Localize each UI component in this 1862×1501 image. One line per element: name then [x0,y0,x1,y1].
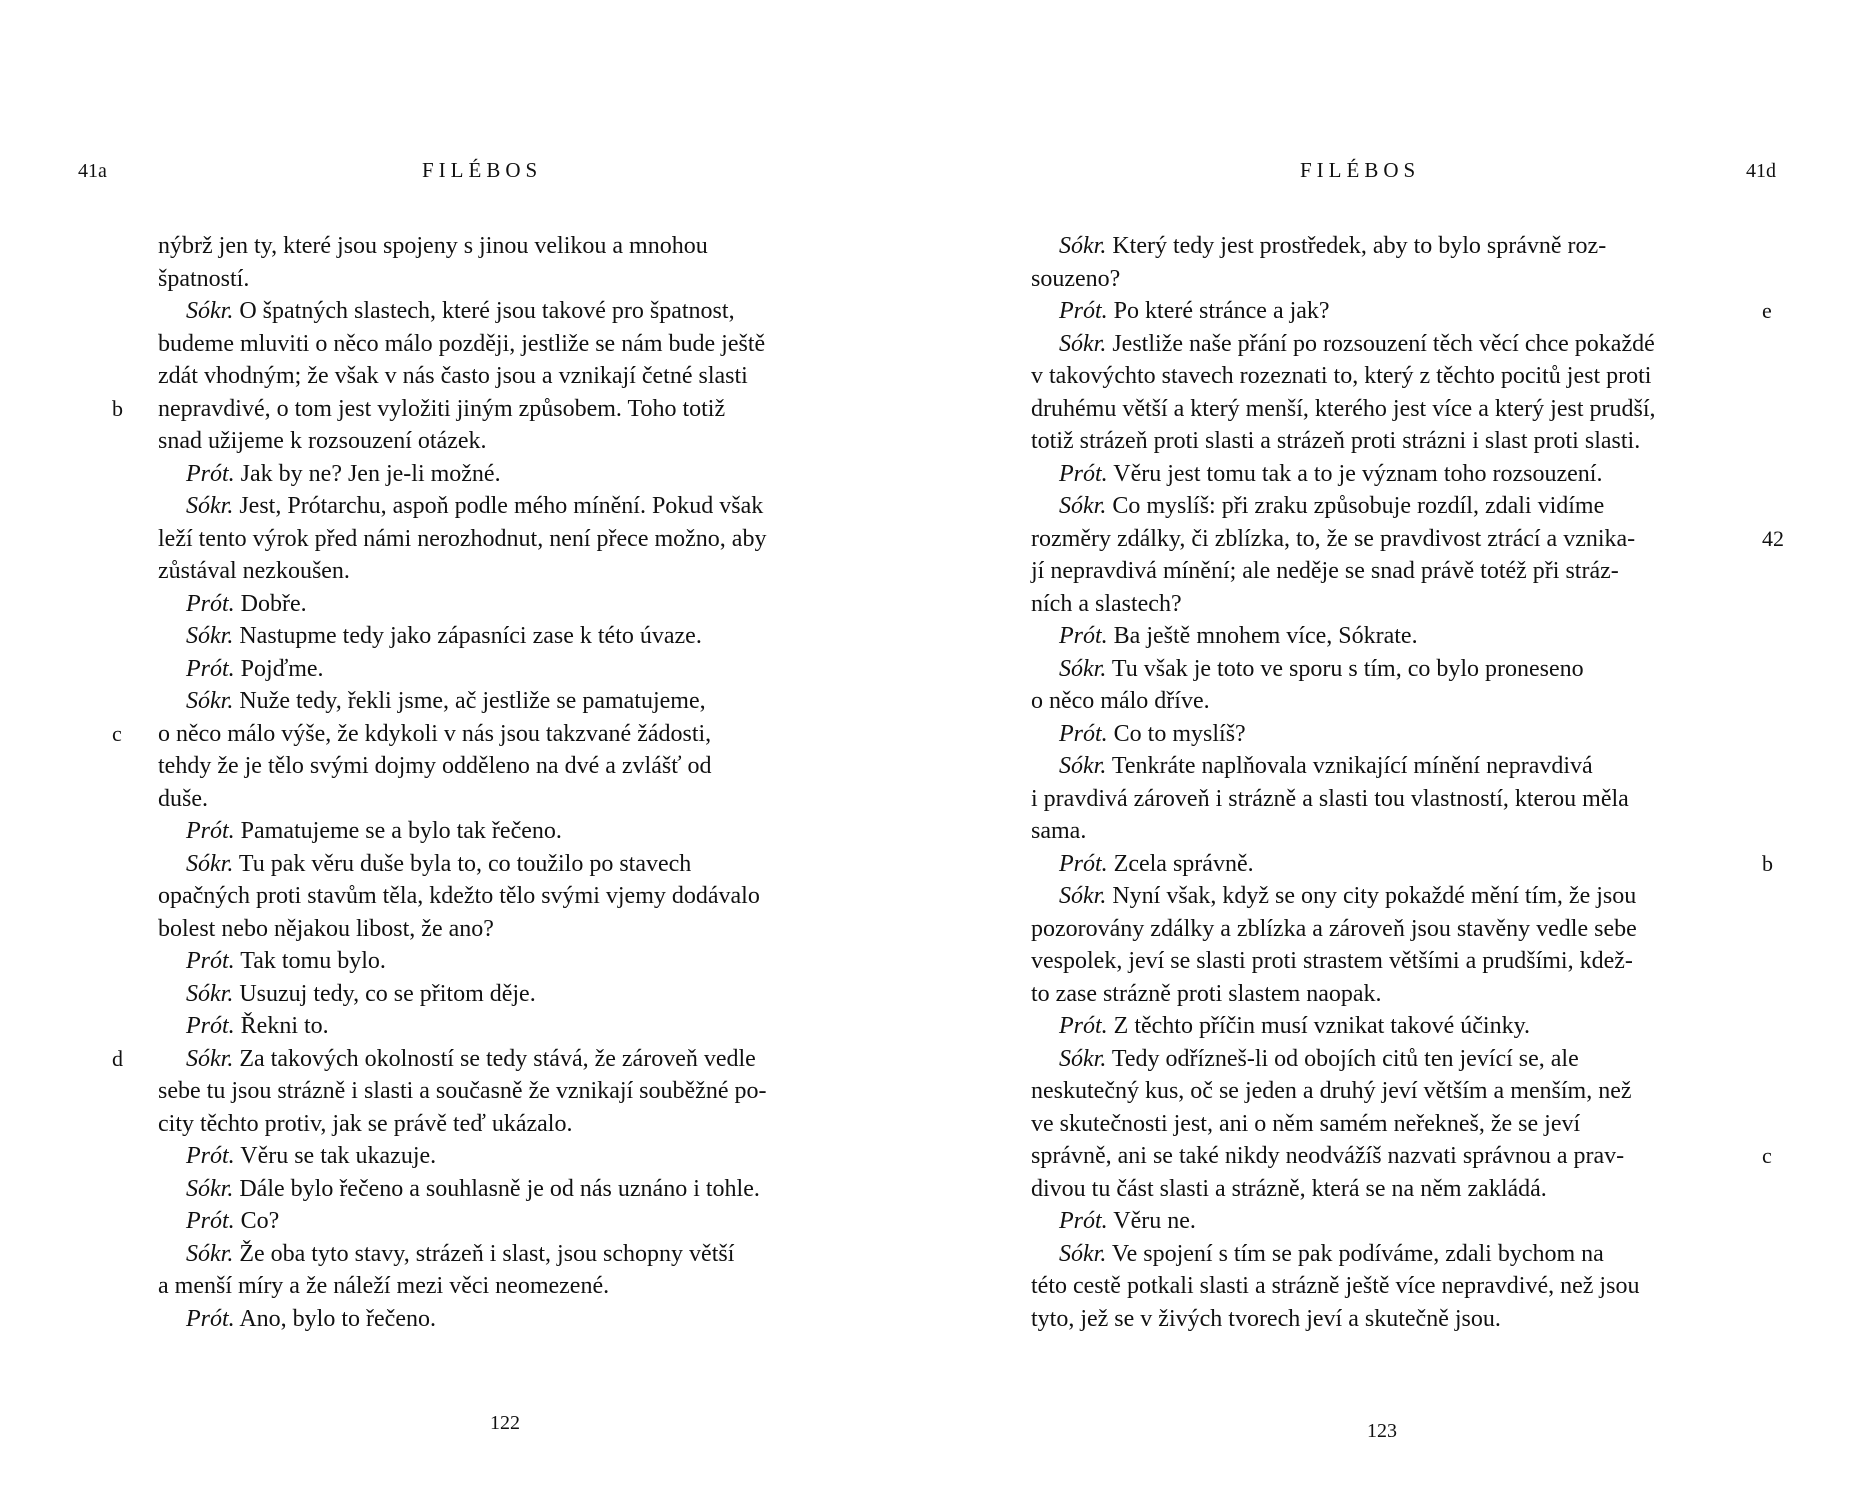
text-line [158,945,848,978]
text-line [1031,1238,1731,1271]
line-text: Tedy odřízneš-li od obojích citů ten jevící se, ale [1106,1045,1579,1072]
line-text: jí nepravdivá mínění; ale neděje se snad právě totéž při stráz- [1031,558,1619,584]
speaker-label: Sókr. [186,493,234,519]
text-line [1031,523,1731,556]
speaker-label: Prót. [186,818,235,844]
text-line [1031,653,1731,686]
text-line [158,750,848,783]
text-line [1031,295,1731,328]
line-text: city těchto protiv, jak se právě teď ukázalo. [158,1110,573,1137]
text-line [1031,1303,1731,1336]
line-text: vespolek, jeví se slasti proti strastem většími a prudšími, kdež- [1031,948,1633,974]
speaker-label: Sókr. [1059,883,1107,909]
speaker-label: Prót. [186,655,235,682]
line-text: o něco málo dříve. [1031,688,1210,714]
text-line [1031,425,1731,458]
text-line [1031,393,1731,426]
text-line [158,328,848,361]
line-text: totiž strázeň proti slasti a strázeň proti strázni i slast proti slasti. [1031,428,1641,454]
text-line [1031,458,1731,491]
line-text: Za takových okolností se tedy stává, že zároveň vedle [233,1045,756,1072]
line-text: i pravdivá zároveň i strázně a slasti tou vlastností, kterou měla [1031,785,1629,812]
text-line [1031,945,1731,978]
line-text: Nyní však, když se ony city pokaždé mění tím, že jsou [1106,883,1637,909]
text-line [158,360,848,393]
text-line [1031,588,1731,621]
margin-marker: c [112,720,122,746]
text-line [158,458,848,491]
speaker-label: Sókr. [186,1240,234,1267]
text-line [158,685,848,718]
speaker-label: Sókr. [186,980,234,1007]
line-text: Z těchto příčin musí vznikat takové účinky. [1107,1013,1531,1039]
line-text: pozorovány zdálky a zblízka a zároveň jsou stavěny vedle sebe [1031,915,1637,942]
line-text: budeme mluviti o něco málo později, jestliže se nám bude ještě [158,330,766,357]
line-text: Který tedy jest prostředek, aby to bylo správně roz- [1106,233,1607,259]
speaker-label: Sókr. [1059,1240,1107,1267]
line-text: tehdy že je tělo svými dojmy odděleno na dvé a zvlášť od [158,753,712,779]
line-text: Co myslíš: při zraku způsobuje rozdíl, zdali vidíme [1106,493,1605,519]
line-text: této cestě potkali slasti a strázně ještě více nepravdivé, než jsou [1031,1273,1640,1299]
line-text: sebe tu jsou strázně i slasti a současně že vznikají souběžné po- [158,1078,767,1104]
text-line [158,1108,848,1141]
text-line [158,230,848,263]
speaker-label: Sókr. [186,850,234,877]
margin-marker: e [1762,298,1772,323]
text-block [158,230,848,1335]
speaker-label: Prót. [186,1013,235,1039]
text-line [1031,360,1731,393]
speaker-label: Prót. [186,590,235,617]
text-line [158,1010,848,1043]
speaker-label: Prót. [1059,1208,1108,1234]
line-text: Pamatujeme se a bylo tak řečeno. [234,818,562,844]
line-text: ve skutečnosti jest, ani o něm samém neřekneš, že se jeví [1031,1110,1581,1137]
text-line [158,718,848,751]
line-text: sama. [1031,818,1087,844]
text-line [158,490,848,523]
margin-marker: d [112,1045,123,1071]
text-line [158,848,848,881]
text-line [1031,230,1731,263]
line-text: neskutečný kus, oč se jeden a druhý jeví větším a menším, než [1031,1078,1632,1104]
speaker-label: Prót. [186,948,235,974]
text-line [1031,913,1731,946]
page-number: 123 [1367,1420,1397,1442]
text-line [158,588,848,621]
section-number: 41d [1746,160,1776,182]
speaker-label: Sókr. [186,688,234,714]
text-line [1031,328,1731,361]
speaker-label: Prót. [1059,298,1108,324]
line-text: Nuže tedy, řekli jsme, ač jestliže se pamatujeme, [233,688,706,714]
text-line [158,1205,848,1238]
line-text: Jest, Prótarchu, aspoň podle mého mínění. Pokud však [233,493,764,519]
text-line [1031,1140,1731,1173]
text-line [1031,1010,1731,1043]
text-line [1031,685,1731,718]
text-line [158,783,848,816]
line-text: snad užijeme k rozsouzení otázek. [158,428,487,454]
line-text: nepravdivé, o tom jest vyložiti jiným způsobem. Toho totiž [158,395,726,422]
text-line [158,1303,848,1336]
line-text: O špatných slastech, které jsou takové pro špatnost, [233,298,735,324]
speaker-label: Prót. [186,1305,235,1332]
line-text: bolest nebo nějakou libost, že ano? [158,915,494,942]
line-text: v takovýchto stavech rozeznati to, který z těchto pocitů jest proti [1031,363,1652,389]
line-text: Ve spojení s tím se pak podíváme, zdali bychom na [1106,1240,1604,1267]
line-text: leží tento výrok před námi nerozhodnut, není přece možno, aby [158,525,767,552]
text-line [1031,1173,1731,1206]
line-text: a menší míry a že náleží mezi věci neomezené. [158,1273,610,1299]
text-line [158,880,848,913]
line-text: divou tu část slasti a strázně, která se na něm zakládá. [1031,1175,1547,1202]
line-text: Jestliže naše přání po rozsouzení těch věcí chce pokaždé [1106,330,1655,357]
speaker-label: Prót. [1059,850,1108,877]
text-line [1031,783,1731,816]
line-text: Věru se tak ukazuje. [234,1143,437,1169]
line-text: tyto, jež se v živých tvorech jeví a skutečně jsou. [1031,1305,1501,1332]
margin-marker: b [1762,850,1773,876]
line-text: to zase strázně proti slastem naopak. [1031,980,1382,1007]
text-line [158,523,848,556]
line-text: Zcela správně. [1107,850,1254,877]
line-text: zůstával nezkoušen. [158,558,350,584]
text-line [158,263,848,296]
line-text: správně, ani se také nikdy neodvážíš nazvati správnou a prav- [1031,1143,1625,1169]
text-line [158,653,848,686]
line-text: Že oba tyto stavy, strázeň i slast, jsou schopny větší [233,1240,735,1267]
speaker-label: Sókr. [186,1175,234,1202]
text-line [1031,1043,1731,1076]
speaker-label: Prót. [1059,623,1108,649]
line-text: Usuzuj tedy, co se přitom děje. [233,980,536,1007]
speaker-label: Prót. [1059,1013,1108,1039]
text-line [1031,815,1731,848]
speaker-label: Sókr. [186,298,234,324]
text-line [1031,848,1731,881]
text-line [1031,263,1731,296]
line-text: Nastupme tedy jako zápasníci zase k této úvaze. [233,623,702,649]
line-text: Věru jest tomu tak a to je význam toho rozsouzení. [1107,460,1603,487]
speaker-label: Prót. [186,1208,235,1234]
text-line [1031,978,1731,1011]
speaker-label: Sókr. [1059,655,1107,682]
line-text: Dobře. [234,590,307,617]
line-text: Ano, bylo to řečeno. [234,1305,436,1332]
text-line [158,913,848,946]
line-text: zdát vhodným; že však v nás často jsou a vznikají četné slasti [158,363,748,389]
text-line [1031,1075,1731,1108]
line-text: rozměry zdálky, či zblízka, to, že se pravdivost ztrácí a vznika- [1031,525,1636,552]
line-text: Jak by ne? Jen je-li možné. [234,460,501,487]
text-line [158,1270,848,1303]
running-head: FILÉBOS [422,158,543,182]
line-text: Co to myslíš? [1107,720,1246,747]
line-text: nýbrž jen ty, které jsou spojeny s jinou velikou a mnohou [158,233,708,259]
text-line [1031,750,1731,783]
line-text: Ba ještě mnohem více, Sókrate. [1107,623,1418,649]
text-line [1031,1205,1731,1238]
text-line [158,1043,848,1076]
speaker-label: Sókr. [1059,753,1107,779]
line-text: Tu však je toto ve sporu s tím, co bylo proneseno [1106,655,1584,682]
line-text: Tak tomu bylo. [234,948,386,974]
line-text: špatností. [158,265,250,292]
text-line [158,978,848,1011]
speaker-label: Sókr. [186,623,234,649]
line-text: ních a slastech? [1031,590,1182,617]
text-line [158,620,848,653]
speaker-label: Sókr. [1059,330,1107,357]
line-text: Dále bylo řečeno a souhlasně je od nás uznáno i tohle. [233,1175,760,1202]
text-line [158,295,848,328]
margin-marker: b [112,395,123,421]
line-text: o něco málo výše, že kdykoli v nás jsou takzvané žádosti, [158,720,712,747]
speaker-label: Prót. [1059,460,1108,487]
margin-marker: 42 [1762,525,1784,551]
line-text: souzeno? [1031,265,1121,292]
text-line [1031,718,1731,751]
running-head: FILÉBOS [1300,158,1421,182]
text-line [158,425,848,458]
line-text: duše. [158,785,208,812]
margin-marker: c [1762,1143,1772,1168]
page-number: 122 [490,1412,520,1434]
text-line [158,1238,848,1271]
line-text: opačných proti stavům těla, kdežto tělo svými vjemy dodávalo [158,883,760,909]
line-text: Pojďme. [234,655,324,682]
text-line [158,1075,848,1108]
line-text: Tenkráte naplňovala vznikající mínění nepravdivá [1106,753,1593,779]
line-text: Věru ne. [1107,1208,1196,1234]
line-text: druhému větší a který menší, kterého jest více a který jest prudší, [1031,395,1656,422]
speaker-label: Sókr. [1059,1045,1107,1072]
text-line [1031,620,1731,653]
right-page [931,0,1862,1501]
line-text: Řekni to. [234,1013,329,1039]
section-number: 41a [78,160,107,182]
text-line [1031,555,1731,588]
speaker-label: Prót. [186,1143,235,1169]
speaker-label: Prót. [186,460,235,487]
text-line [1031,1108,1731,1141]
speaker-label: Sókr. [186,1045,234,1072]
text-line [158,1173,848,1206]
line-text: Po které stránce a jak? [1107,298,1330,324]
text-line [158,1140,848,1173]
text-line [1031,1270,1731,1303]
text-line [158,393,848,426]
text-line [158,815,848,848]
line-text: Tu pak věru duše byla to, co toužilo po stavech [233,850,692,877]
speaker-label: Sókr. [1059,233,1107,259]
line-text: Co? [234,1208,280,1234]
text-line [1031,880,1731,913]
speaker-label: Sókr. [1059,493,1107,519]
text-line [158,555,848,588]
text-block [1031,230,1731,1335]
text-line [1031,490,1731,523]
speaker-label: Prót. [1059,720,1108,747]
